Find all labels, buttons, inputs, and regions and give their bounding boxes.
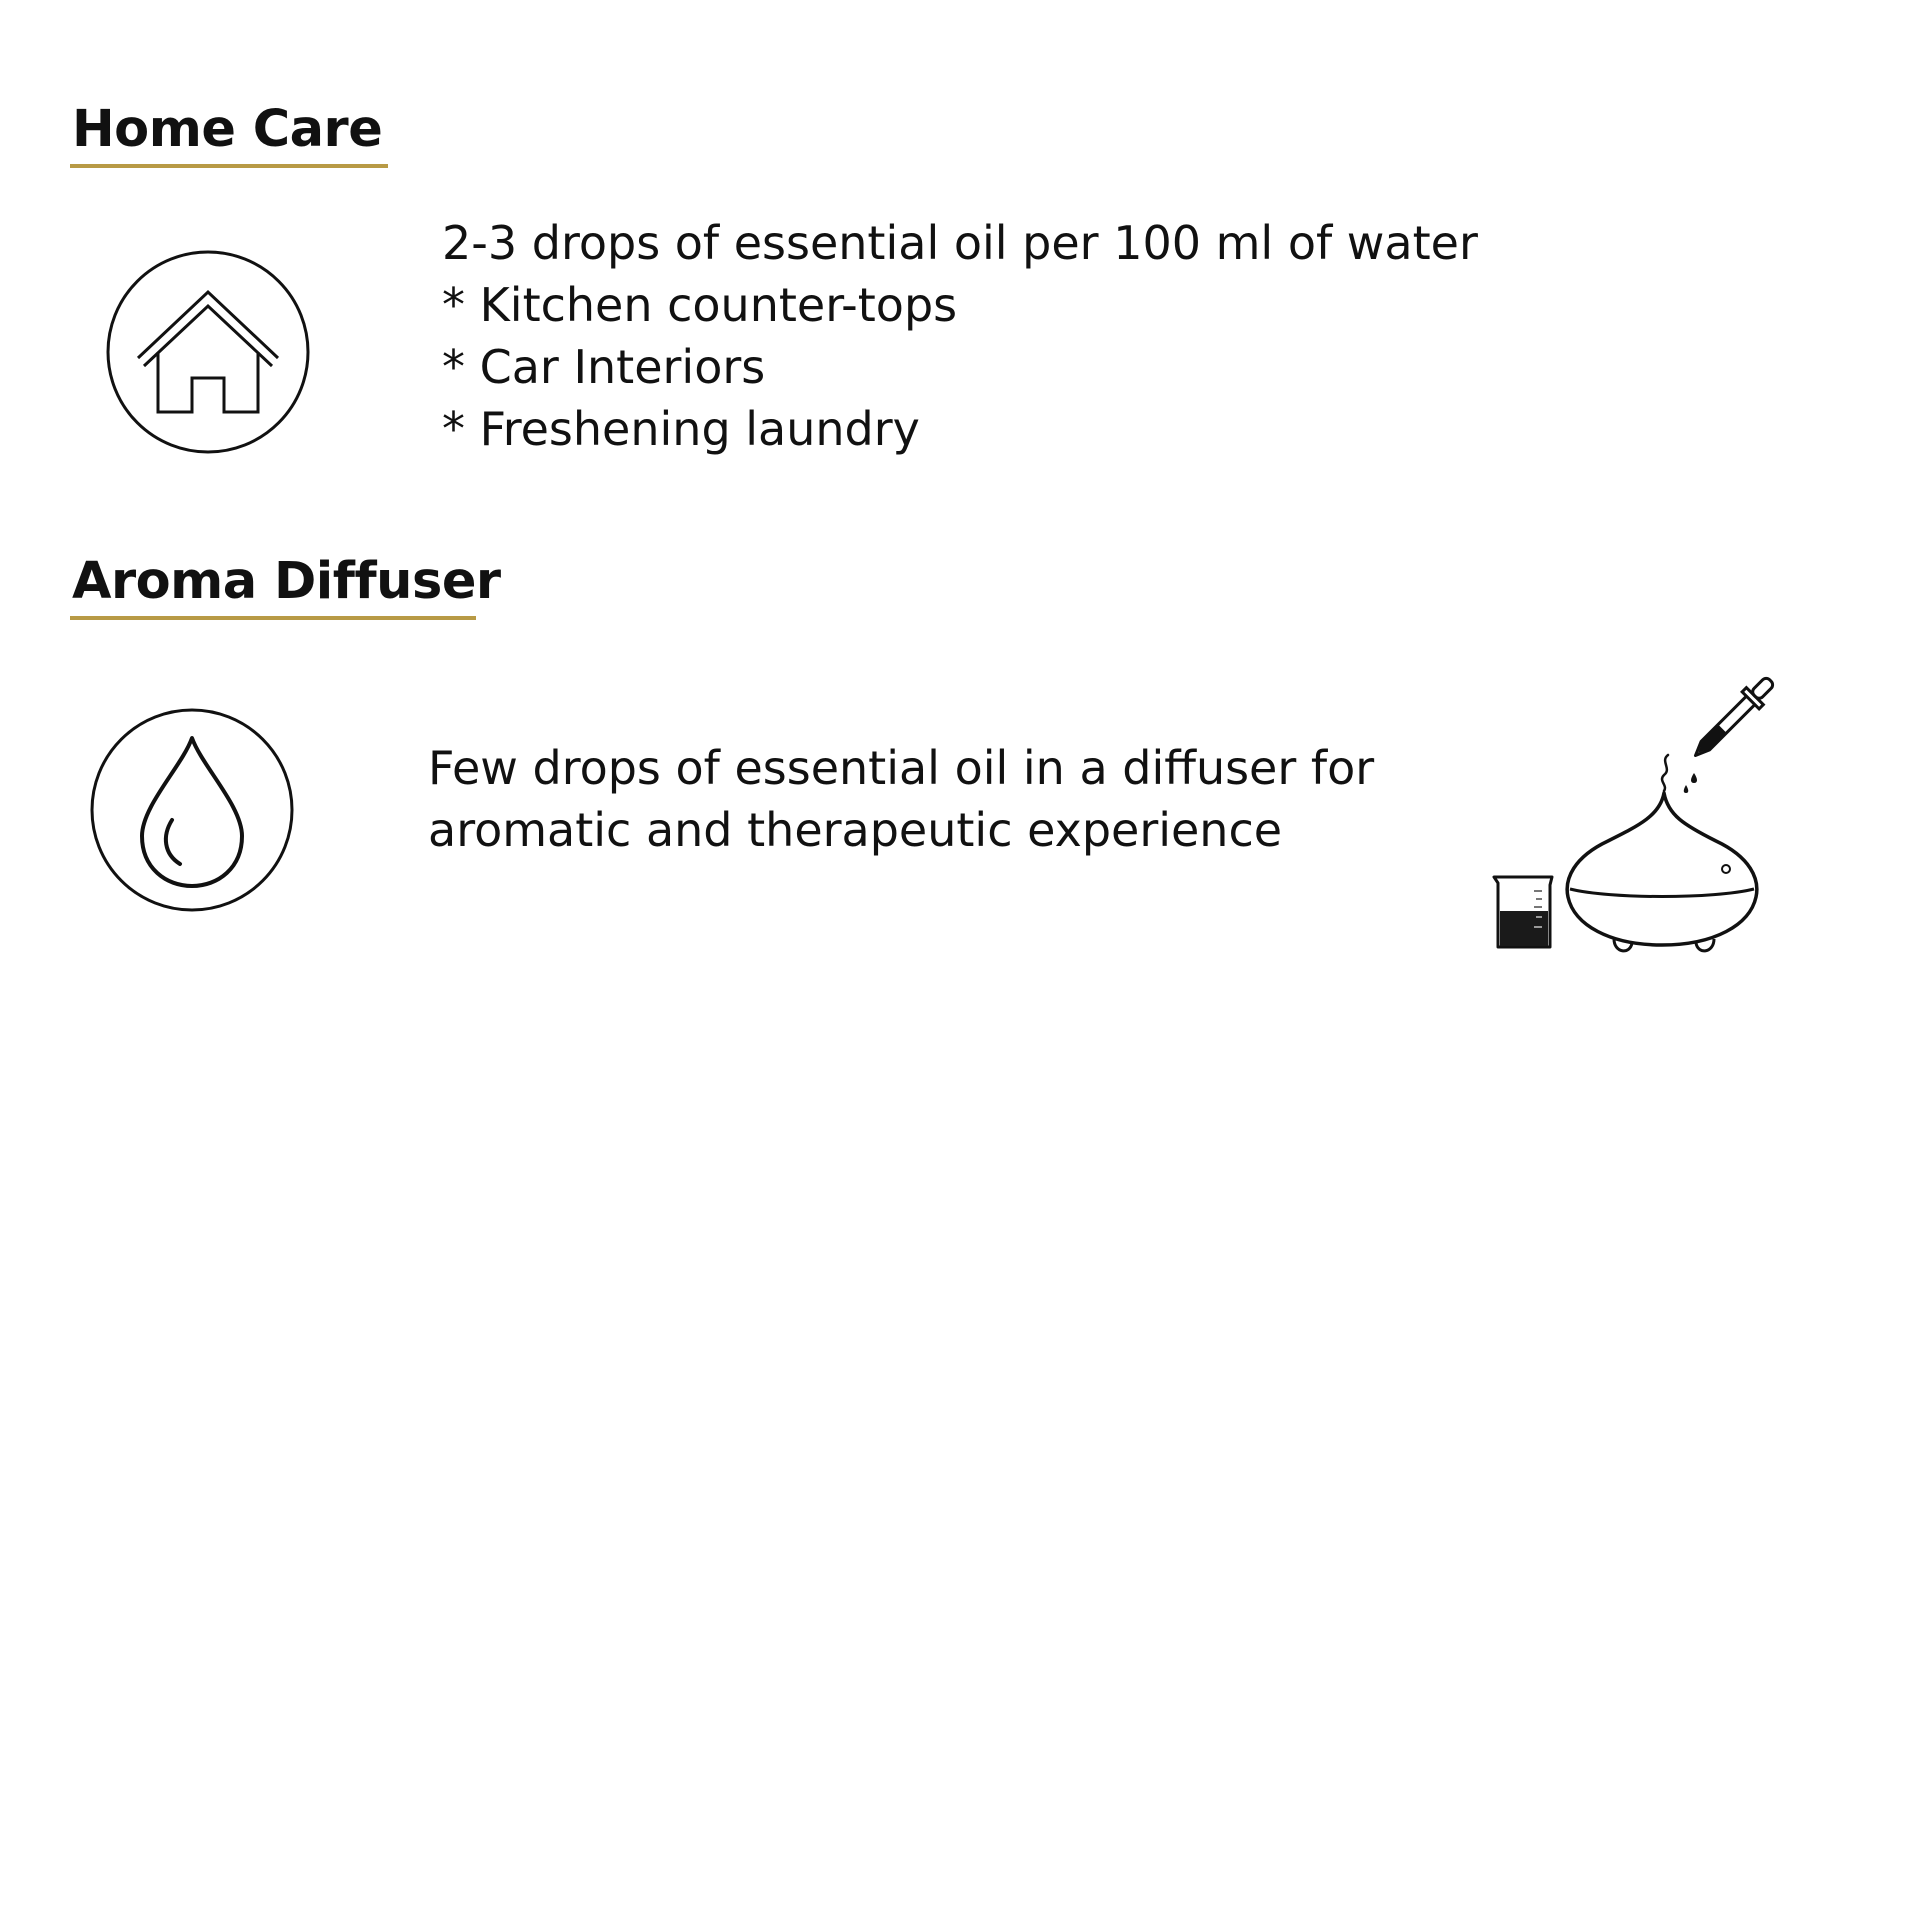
diffuser-icon	[1567, 755, 1757, 951]
home-care-line: * Kitchen counter-tops	[442, 278, 958, 332]
home-care-line: * Car Interiors	[442, 340, 766, 394]
dropper-icon	[1684, 672, 1779, 793]
home-care-title: Home Care	[72, 100, 383, 159]
aroma-diffuser-line: aromatic and therapeutic experience	[428, 803, 1283, 857]
aroma-diffuser-line: Few drops of essential oil in a diffuser for	[428, 741, 1375, 795]
aroma-diffuser-title: Aroma Diffuser	[72, 552, 501, 611]
home-care-title-underline	[70, 164, 388, 168]
aroma-diffuser-instructions	[428, 737, 1374, 861]
diffuser-illustration	[1490, 665, 1790, 965]
beaker-icon	[1494, 877, 1552, 947]
home-care-line: * Freshening laundry	[442, 402, 920, 456]
home-care-line: 2-3 drops of essential oil per 100 ml of water	[442, 216, 1478, 270]
house-icon	[106, 250, 310, 454]
aroma-diffuser-title-underline	[70, 616, 476, 620]
water-drop-icon	[90, 708, 294, 912]
home-care-instructions	[442, 212, 1478, 460]
